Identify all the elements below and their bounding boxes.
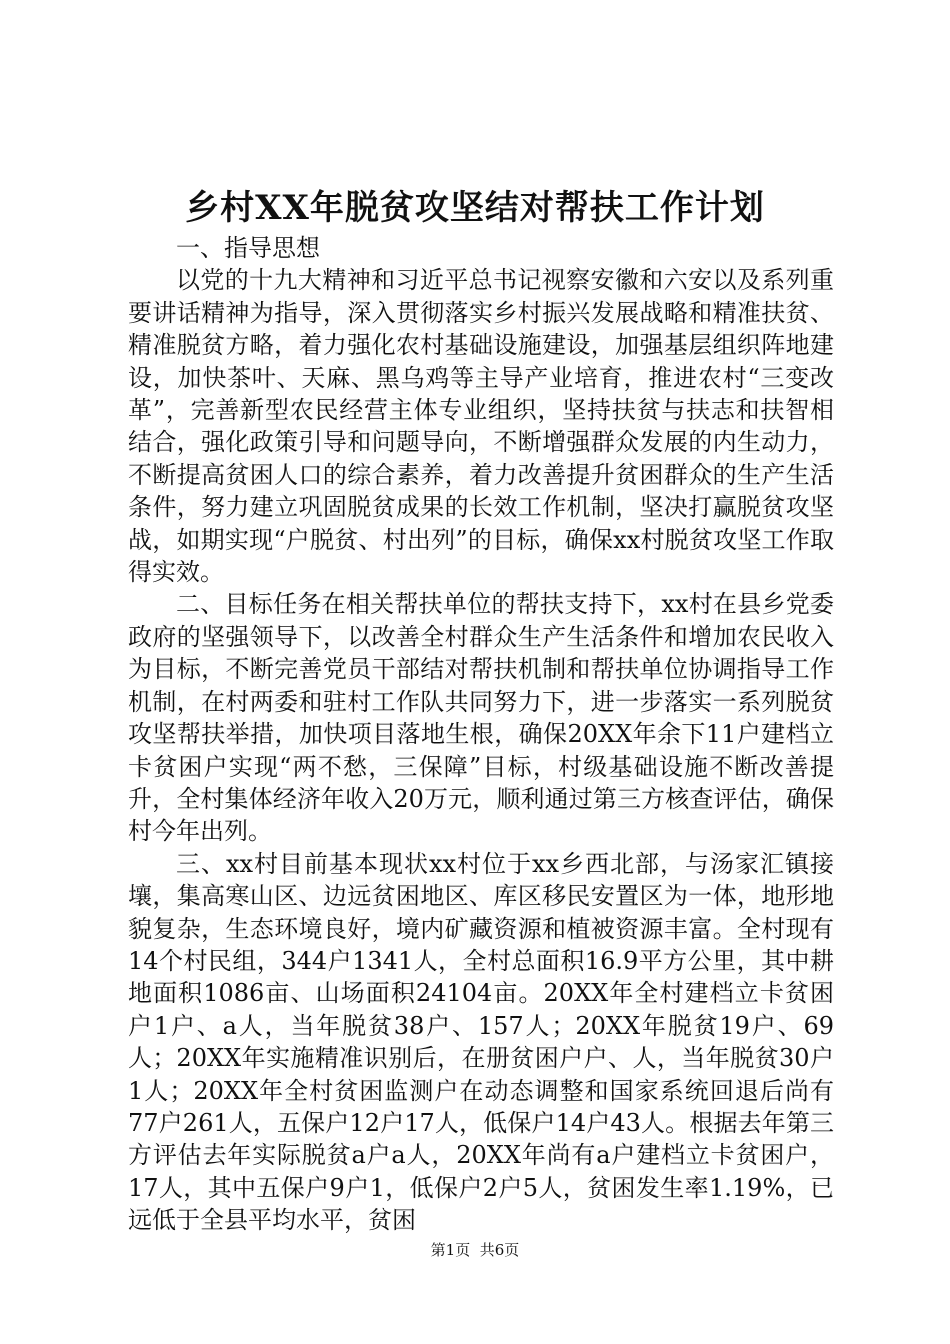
page-footer bbox=[0, 1240, 950, 1260]
section-heading-guiding-ideology: 一、指导思想 bbox=[176, 234, 320, 262]
paragraph-goals-tasks: 二、目标任务在相关帮扶单位的帮扶支持下，xx村在县乡党委政府的坚强领导下，以改善全村群众生产生活条件和增加农民收入为目标，不断完善党员干部结对帮扶机制和帮扶单位协调指导工作机制，在村两委和驻村工作队共同努力下，进一步落实一系列脱贫攻坚帮扶举措，加快项目落地生根，确保20XX年余下11户建档立卡贫困户实现“两不愁，三保障”目标，村级基础设施不断改善提升，全村集体经济年收入20万元，顺利通过第三方核查评估，确保村今年出列。 bbox=[128, 590, 834, 846]
document-body bbox=[128, 232, 834, 1237]
page-total: 共6页 bbox=[479, 1241, 520, 1259]
document-title: 乡村XX年脱贫攻坚结对帮扶工作计划 bbox=[185, 188, 765, 228]
page-number: 第1页 bbox=[430, 1241, 471, 1259]
paragraph-current-status: 三、xx村目前基本现状xx村位于xx乡西北部，与汤家汇镇接壤，集高寒山区、边远贫困地区、库区移民安置区为一体，地形地貌复杂，生态环境良好，境内矿藏资源和植被资源丰富。全村现有14个村民组，344户1341人，全村总面积16.9平方公里，其中耕地面积1086亩、山场面积24104亩。20XX年全村建档立卡贫困户1户、a人，当年脱贫38户、157人；20XX年脱贫19户、69人；20XX年实施精准识别后，在册贫困户户、人，当年脱贫30户1人；20XX年全村贫困监测户在动态调整和国家系统回退后尚有77户261人，五保户12户17人，低保户14户43人。根据去年第三方评估去年实际脱贫a户a人，20XX年尚有a户建档立卡贫困户，17人，其中五保户9户1，低保户2户5人，贫困发生率1.19%，已远低于全县平均水平，贫困 bbox=[128, 849, 834, 1235]
paragraph-guiding-ideology: 以党的十九大精神和习近平总书记视察安徽和六安以及系列重要讲话精神为指导，深入贯彻落实乡村振兴发展战略和精准扶贫、精准脱贫方略，着力强化农村基础设施建设，加强基层组织阵地建设，加快茶叶、天麻、黑乌鸡等主导产业培育，推进农村“三变改革”，完善新型农民经营主体专业组织，坚持扶贫与扶志和扶智相结合，强化政策引导和问题导向，不断增强群众发展的内生动力，不断提高贫困人口的综合素养，着力改善提升贫困群众的生产生活条件，努力建立巩固脱贫成果的长效工作机制，坚决打赢脱贫攻坚战，如期实现“户脱贫、村出列”的目标，确保xx村脱贫攻坚工作取得实效。 bbox=[128, 266, 834, 587]
